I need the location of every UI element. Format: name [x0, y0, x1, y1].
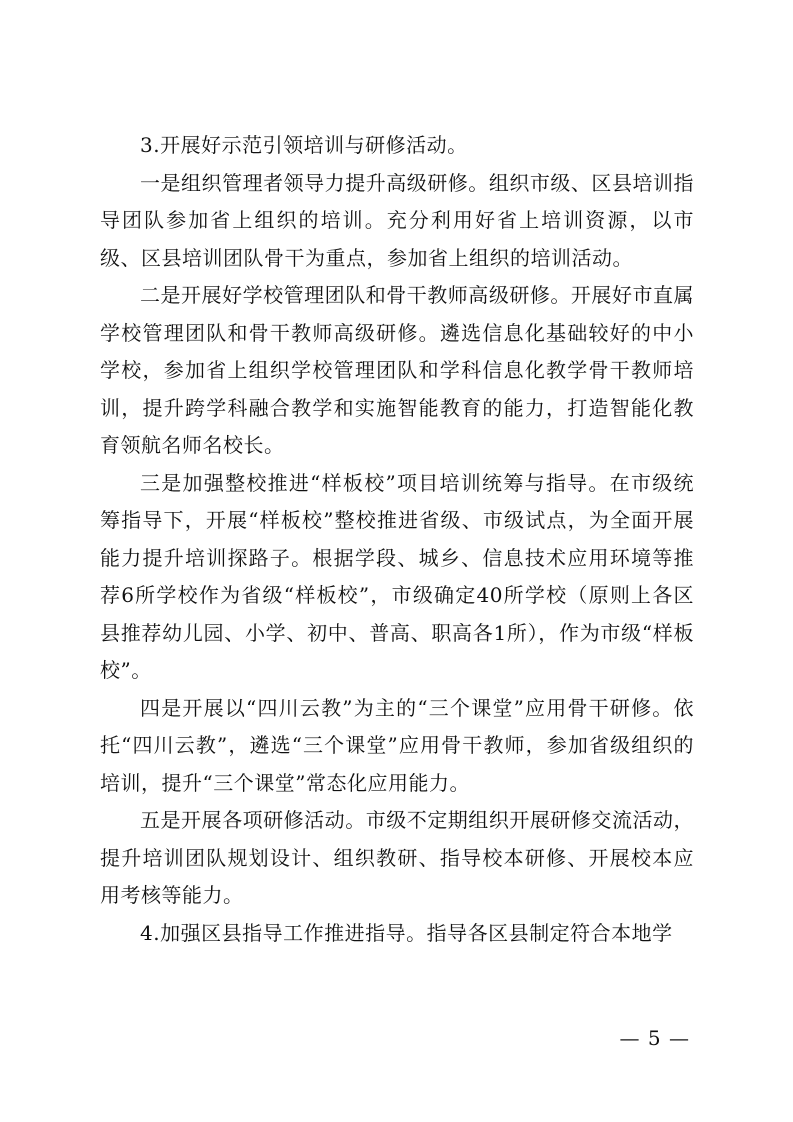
paragraph-item-5: 五是开展各项研修活动。市级不定期组织开展研修交流活动，提升培训团队规划设计、组织教研、指导校本研修、开展校本应用考核等能力。 — [100, 808, 694, 907]
paragraph-item-1: 一是组织管理者领导力提升高级研修。组织市级、区县培训指导团队参加省上组织的培训。充分利用好省上培训资源，以市级、区县培训团队骨干为重点，参加省上组织的培训活动。 — [100, 170, 694, 270]
paragraph-item-4: 四是开展以“四川云教”为主的“三个课堂”应用骨干研修。依托“四川云教”，遴选“三个课堂”应用骨干教师，参加省级组织的培训，提升“三个课堂”常态化应用能力。 — [100, 695, 694, 795]
page-number: — 5 — — [619, 1026, 690, 1050]
body-text — [100, 127, 694, 952]
paragraph-heading-4: 4.加强区县指导工作推进指导。指导各区县制定符合本地学 — [140, 920, 673, 945]
paragraph-item-3: 三是加强整校推进“样板校”项目培训统筹与指导。在市级统筹指导下，开展“样板校”整校推进省级、市级试点，为全面开展能力提升培训探路子。根据学段、城乡、信息技术应用环境等推荐6所学校作为省级“样板校”，市级确定40所学校（原则上各区县推荐幼儿园、小学、初中、普高、职高各1所），作为市级“样板校”。 — [100, 470, 694, 682]
paragraph-item-2: 二是开展好学校管理团队和骨干教师高级研修。开展好市直属学校管理团队和骨干教师高级研修。遴选信息化基础较好的中小学校，参加省上组织学校管理团队和学科信息化教学骨干教师培训，提升跨学科融合教学和实施智能教育的能力，打造智能化教育领航名师名校长。 — [100, 283, 694, 457]
paragraph-heading-3: 3.开展好示范引领培训与研修活动。 — [140, 133, 468, 157]
